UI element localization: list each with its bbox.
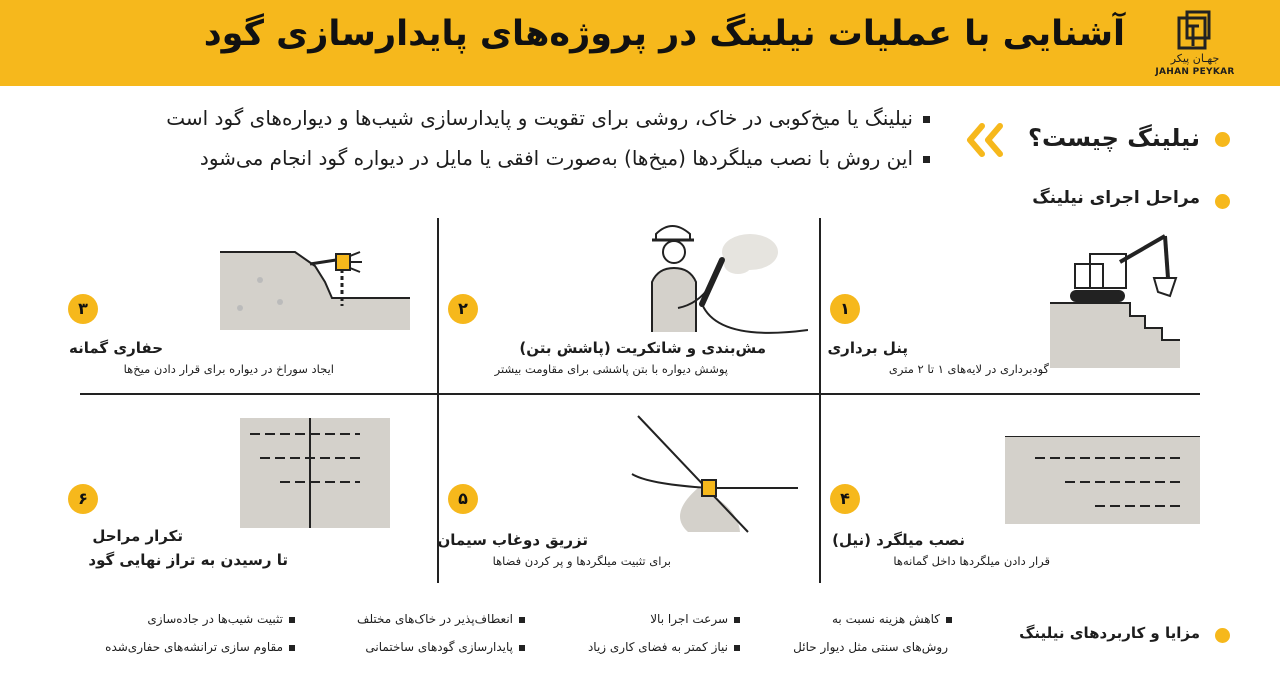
step-number-badge: ۵ [448, 484, 478, 514]
benefit-item: کاهش هزینه نسبت به [832, 612, 952, 626]
step-title: تزریق دوغاب سیمان [437, 531, 588, 549]
square-bullet-icon [289, 645, 295, 651]
step-number-badge: ۳ [68, 294, 98, 324]
step-card-1 [827, 200, 1195, 390]
step-description: قرار دادن میلگردها داخل گمانه‌ها [893, 554, 1050, 568]
step-number-badge: ۴ [830, 484, 860, 514]
step-description: گودبرداری در لایه‌های ۱ تا ۲ متری [888, 362, 1049, 376]
logo-text-en: JAHAN PEYKAR [1155, 67, 1235, 77]
square-bullet-icon [946, 617, 952, 623]
steps-bullet-dot [1215, 194, 1230, 209]
benefit-item: نیاز کمتر به فضای کاری زیاد [588, 640, 740, 654]
step-number-badge: ۱ [830, 294, 860, 324]
header-banner [0, 0, 1280, 86]
logo [1150, 10, 1240, 80]
square-bullet-icon [519, 617, 525, 623]
square-bullet-icon [519, 645, 525, 651]
benefit-item: تثبیت شیب‌ها در جاده‌سازی [147, 612, 295, 626]
step-title: پنل برداری [827, 339, 908, 357]
intro-line-2: این روش با نصب میلگردها (میخ‌ها) به‌صورت افقی یا مایل در دیواره گود انجام می‌شود [200, 146, 930, 170]
grid-divider-h [80, 393, 1200, 395]
benefits-heading: مزایا و کاربردهای نیلینگ [1019, 624, 1200, 642]
intro-bullet-dot [1215, 132, 1230, 147]
step-description: پوشش دیواره با بتن پاششی برای مقاومت بیشتر [494, 362, 728, 376]
square-bullet-icon [734, 617, 740, 623]
intro-heading: نیلینگ چیست؟ [1028, 124, 1200, 152]
step-card-3 [68, 200, 433, 390]
step-card-6 [68, 400, 433, 590]
benefit-item: مقاوم سازی ترانشه‌های حفاری‌شده [105, 640, 295, 654]
square-bullet-icon [923, 116, 930, 123]
logo-text-fa: جهـان پیکر [1170, 52, 1220, 65]
steps-heading: مراحل اجرای نیلینگ [1032, 188, 1200, 208]
step-card-5 [437, 400, 813, 590]
benefits-bullet-dot [1215, 628, 1230, 643]
grid-divider-v1 [437, 218, 439, 583]
step-title: مش‌بندی و شاتکریت (پاشش بتن) [519, 339, 766, 357]
benefit-item: پایدارسازی گودهای ساختمانی [365, 640, 525, 654]
step-card-4 [830, 400, 1195, 590]
step-number-badge: ۶ [68, 484, 98, 514]
benefit-item: انعطاف‌پذیر در خاک‌های مختلف [357, 612, 525, 626]
page-title: آشنایی با عملیات نیلینگ در پروژه‌های پایدارسازی گود [203, 14, 1125, 54]
shotcrete-worker-illustration [638, 212, 808, 347]
step-description: برای تثبیت میلگردها و پر کردن فضاها [492, 554, 671, 568]
rebar-install-illustration [1005, 436, 1205, 526]
step-title: تکرار مراحل [92, 527, 183, 545]
step-card-2 [448, 200, 813, 390]
square-bullet-icon [289, 617, 295, 623]
repeat-layers-illustration [240, 418, 390, 528]
square-bullet-icon [734, 645, 740, 651]
benefit-item: سرعت اجرا بالا [650, 612, 740, 626]
chevron-double-left-icon [962, 122, 1006, 158]
drilling-illustration [220, 242, 420, 332]
grid-divider-v2 [819, 218, 821, 583]
intro-line-1: نیلینگ یا میخ‌کوبی در خاک، روشی برای تقویت و پایدارسازی شیب‌ها و دیواره‌های گود است [166, 106, 930, 130]
square-bullet-icon [923, 156, 930, 163]
grout-injection-illustration [628, 414, 798, 534]
step-title: نصب میلگرد (نیل) [832, 531, 965, 549]
step-title: حفاری گمانه [69, 339, 163, 357]
excavator-illustration [1050, 228, 1200, 368]
step-title-line2: تا رسیدن به تراز نهایی گود [88, 551, 288, 569]
logo-icon [1173, 10, 1217, 50]
step-number-badge: ۲ [448, 294, 478, 324]
step-description: ایجاد سوراخ در دیواره برای قرار دادن میخ‌ها [123, 362, 334, 376]
benefit-item: روش‌های سنتی مثل دیوار حائل [793, 640, 948, 654]
